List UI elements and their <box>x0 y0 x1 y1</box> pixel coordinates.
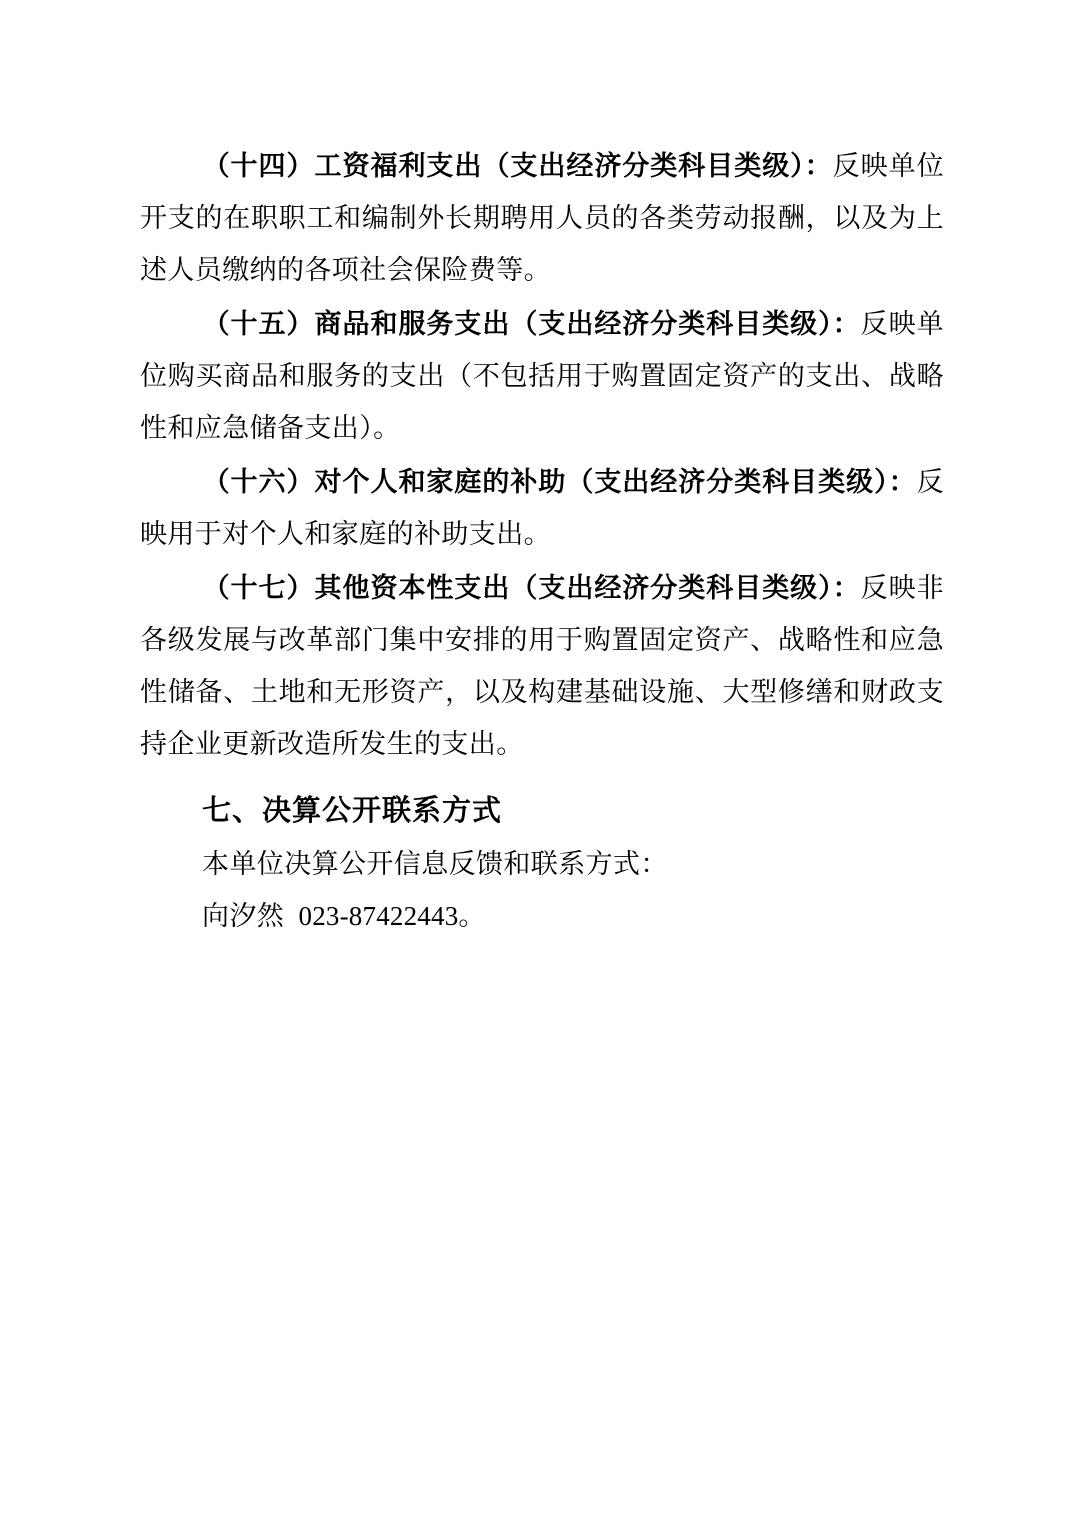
contact-spacer <box>284 901 298 931</box>
paragraph-body-17: 反映非各级发展与改革部门集中安排的用于购置固定资产、战略性和应急性储备、土地和无形资产，以及构建基础设施、大型修缮和财政支持企业更新改造所发生的支出。 <box>140 573 944 759</box>
paragraph-item-16 <box>140 456 944 560</box>
contact-phone-number: 023-87422443。 <box>298 901 486 931</box>
contact-intro <box>140 838 944 890</box>
contact-intro-text: 本单位决算公开信息反馈和联系方式： <box>202 849 668 879</box>
paragraph-lead-16: （十六）对个人和家庭的补助（支出经济分类科目类级）： <box>202 467 917 497</box>
paragraph-item-14 <box>140 140 944 296</box>
paragraph-body-14: 反映单位开支的在职职工和编制外长期聘用人员的各类劳动报酬，以及为上述人员缴纳的各项社会保险费等。 <box>140 151 944 285</box>
paragraph-body-15: 反映单位购买商品和服务的支出（不包括用于购置固定资产的支出、战略性和应急储备支出）。 <box>140 309 944 443</box>
paragraph-lead-17: （十七）其他资本性支出（支出经济分类科目类级）： <box>202 573 861 603</box>
section-heading-text: 七、决算公开联系方式 <box>202 795 503 827</box>
contact-line <box>140 890 944 942</box>
paragraph-lead-15: （十五）商品和服务支出（支出经济分类科目类级）： <box>202 309 861 339</box>
paragraph-item-15 <box>140 298 944 454</box>
section-heading-contact <box>140 784 944 838</box>
paragraph-item-17 <box>140 562 944 770</box>
paragraph-body-16: 反映用于对个人和家庭的补助支出。 <box>140 467 944 549</box>
contact-person-name: 向汐然 <box>202 901 285 931</box>
paragraph-lead-14: （十四）工资福利支出（支出经济分类科目类级）： <box>202 151 833 181</box>
